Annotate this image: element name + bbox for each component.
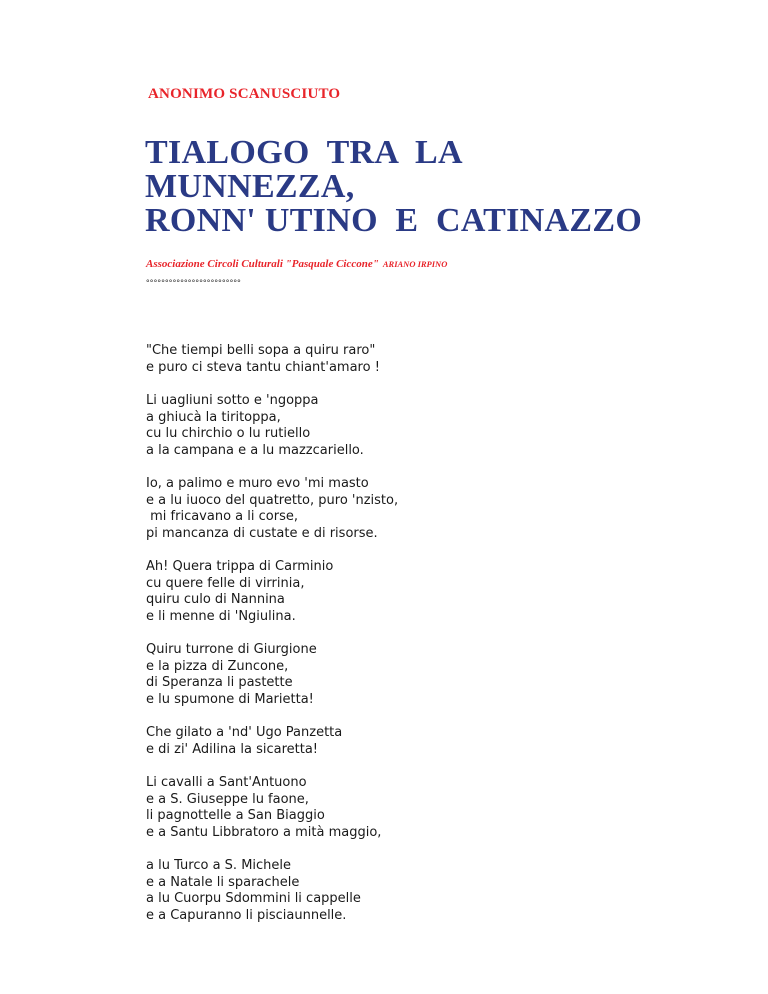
verse-line: Che gilato a 'nd' Ugo Panzetta: [146, 725, 343, 740]
verse-line: cu lu chirchio o lu rutiello: [146, 426, 311, 441]
verse-line: e lu spumone di Marietta!: [146, 691, 314, 707]
verse-line: e puro ci steva tantu chiant'amaro !: [146, 359, 380, 375]
verse-line: quiru culo di Nannina: [146, 592, 285, 607]
stanza: [146, 725, 726, 758]
title-line: TIALOGO TRA LA: [145, 134, 463, 171]
verse-line: mi fricavano a li corse,: [146, 509, 298, 524]
verse-line: e di zi' Adilina la sicaretta!: [146, 741, 318, 757]
association-name: Associazione Circoli Culturali "Pasquale Ciccone": [146, 258, 379, 270]
verse-line: Li cavalli a Sant'Antuono: [146, 775, 307, 790]
verse-line: cu quere felle di virrinia,: [146, 575, 305, 591]
verse-line: pi mancanza di custate e di risorse.: [146, 525, 378, 541]
stanza: [146, 858, 726, 924]
verse-line: Li uagliuni sotto e 'ngoppa: [146, 393, 319, 408]
author-heading: ANONIMO SCANUSCIUTO: [148, 86, 341, 102]
stanza: [146, 642, 726, 708]
stanza: [146, 775, 726, 841]
title-line: MUNNEZZA,: [145, 168, 355, 205]
verse-line: a ghiucà la tiritoppa,: [146, 409, 281, 425]
stanza: [146, 343, 726, 376]
verse-line: e a lu iuoco del quatretto, puro 'nzisto,: [146, 492, 399, 508]
title-line: RONN' UTINO E CATINAZZO: [145, 202, 643, 239]
verse-line: a la campana e a lu mazzcariello.: [146, 442, 364, 458]
verse-line: a lu Turco a S. Michele: [146, 858, 292, 873]
verse-line: e a Capuranno li pisciaunnelle.: [146, 907, 347, 923]
verse-line: Quiru turrone di Giurgione: [146, 642, 317, 657]
verse-line: e a Natale li sparachele: [146, 874, 300, 890]
verse-line: di Speranza li pastette: [146, 675, 293, 690]
stanza: [146, 393, 726, 459]
stanza: [146, 559, 726, 625]
association-place: ARIANO IRPINO: [382, 259, 448, 269]
verse-line: Ah! Quera trippa di Carminio: [146, 559, 334, 574]
verse-line: li pagnottelle a San Biaggio: [146, 808, 325, 823]
verse-line: e la pizza di Zuncone,: [146, 658, 289, 674]
verse-line: a lu Cuorpu Sdommini li cappelle: [146, 891, 361, 906]
poem-title: [145, 136, 642, 238]
verse-line: e li menne di 'Ngiulina.: [146, 608, 296, 624]
separator-dots: °°°°°°°°°°°°°°°°°°°°°°°°°: [146, 278, 241, 288]
verse-line: e a Santu Libbratoro a mità maggio,: [146, 824, 382, 840]
verse-line: Io, a palimo e muro evo 'mi masto: [146, 476, 369, 491]
verse-line: "Che tiempi belli sopa a quiru raro": [146, 343, 376, 358]
poem-body: [146, 343, 726, 941]
verse-line: e a S. Giuseppe lu faone,: [146, 791, 309, 807]
stanza: [146, 476, 726, 542]
association-line: [146, 254, 447, 272]
